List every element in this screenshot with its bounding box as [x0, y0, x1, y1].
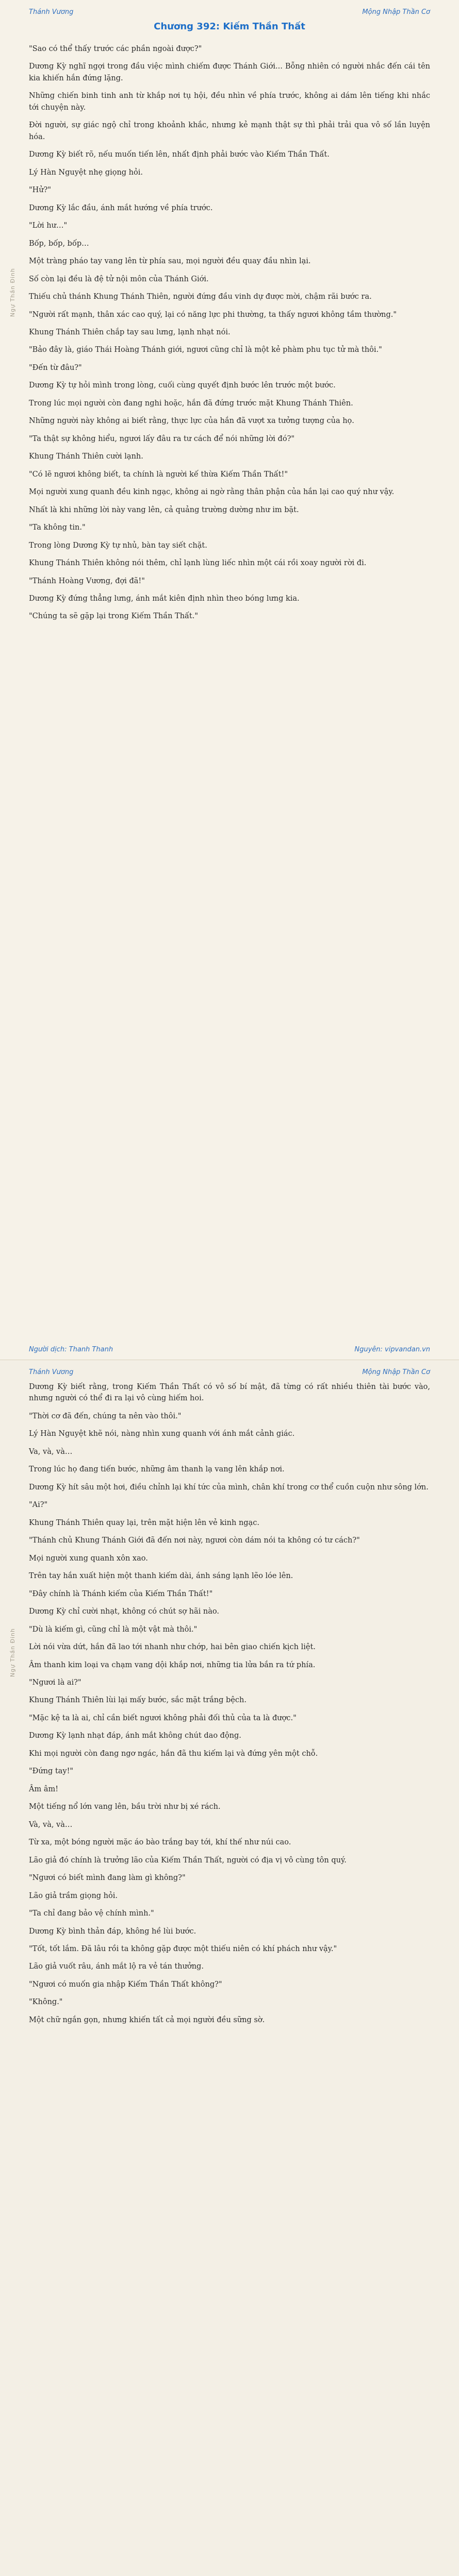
- paragraph: "Bảo đây là, giáo Thái Hoàng Thánh giới, ngươi cũng chỉ là một kẻ phàm phu tục tử mà thôi.": [29, 346, 382, 354]
- side-note: Ngự Thần Đinh: [9, 268, 16, 317]
- paragraph: "Người rất mạnh, thân xác cao quý, lại có năng lực phi thường, ta thấy ngươi không tầm thường.": [29, 310, 397, 319]
- paragraph: Khung Thánh Thiên quay lại, trên mặt hiện lên vẻ kinh ngạc.: [29, 1518, 259, 1527]
- paragraph: Thiếu chủ thánh Khung Thánh Thiên, người đứng đầu vinh dự được mời, chậm rãi bước ra.: [29, 293, 372, 301]
- paragraph: "Ngươi có muốn gia nhập Kiếm Thần Thất không?": [29, 1980, 222, 1989]
- book-title: Thánh Vương: [29, 1368, 74, 1376]
- paragraph: "Đây chính là Thánh kiếm của Kiếm Thần Thất!": [29, 1589, 213, 1598]
- paragraph: Đời người, sự giác ngộ chỉ trong khoảnh khắc, nhưng kẻ mạnh thật sự thì phải trải qua vô số lần luyện hóa.: [29, 121, 430, 141]
- paragraph: Lão giả đó chính là trưởng lão của Kiếm Thần Thất, người có địa vị vô cùng tôn quý.: [29, 1856, 347, 1865]
- paragraph: "Đứng tay!": [29, 1767, 74, 1776]
- paragraph: Trên tay hắn xuất hiện một thanh kiếm dài, ánh sáng lạnh lẽo lóe lên.: [29, 1572, 293, 1581]
- page-header: [29, 8, 430, 16]
- paragraph: Trong lòng Dương Kỳ tự nhủ, bàn tay siết chặt.: [29, 541, 207, 550]
- page-footer: [29, 1346, 430, 1353]
- paragraph: Mọi người xung quanh xôn xao.: [29, 1554, 148, 1563]
- paragraph: Số còn lại đều là đệ tử nội môn của Thánh Giới.: [29, 275, 209, 283]
- paragraph: Khung Thánh Thiên không nói thêm, chỉ lạnh lùng liếc nhìn một cái rồi xoay người rời đi.: [29, 559, 367, 568]
- paragraph: "Hử?": [29, 186, 52, 195]
- paragraph: Nhất là khi những lời này vang lên, cả quảng trường dường như im bặt.: [29, 505, 299, 514]
- paragraph: "Không.": [29, 1998, 63, 2007]
- paragraph: Từ xa, một bóng người mặc áo bào trắng bay tới, khí thế như núi cao.: [29, 1838, 291, 1847]
- paragraph: Lão giả trầm giọng hỏi.: [29, 1891, 118, 1900]
- paragraph: Dương Kỳ lạnh nhạt đáp, ánh mắt không chút dao động.: [29, 1732, 241, 1740]
- paragraph: Một tiếng nổ lớn vang lên, bầu trời như bị xé rách.: [29, 1803, 221, 1811]
- chapter-title: Chương 392: Kiếm Thần Thất: [154, 21, 305, 32]
- paragraph: "Thời cơ đã đến, chúng ta nên vào thôi.": [29, 1412, 182, 1420]
- paragraph: Lý Hàn Nguyệt nhẹ giọng hỏi.: [29, 168, 143, 177]
- paragraph: "Thánh chủ Khung Thánh Giới đã đến nơi này, ngươi còn dám nói ta không có tư cách?": [29, 1536, 360, 1545]
- page-content: [29, 1381, 430, 2026]
- translator: Người dịch: Thanh Thanh: [29, 1346, 113, 1353]
- paragraph: "Có lẽ ngươi không biết, ta chính là người kế thừa Kiếm Thần Thất!": [29, 470, 288, 479]
- paragraph: "Sao có thể thấy trước các phần ngoài được?": [29, 45, 202, 53]
- page-2: [0, 1360, 459, 2576]
- paragraph: Trong lúc họ đang tiến bước, những âm thanh lạ vang lên khắp nơi.: [29, 1465, 285, 1474]
- paragraph: Dương Kỳ biết rõ, nếu muốn tiến lên, nhất định phải bước vào Kiếm Thần Thất.: [29, 150, 330, 159]
- paragraph: "Ai?": [29, 1501, 48, 1510]
- paragraph: Bốp, bốp, bốp…: [29, 239, 89, 248]
- paragraph: "Dù là kiếm gì, cũng chỉ là một vật mà thôi.": [29, 1625, 198, 1634]
- paragraph: Những chiến binh tinh anh từ khắp nơi tụ hội, đều nhìn về phía trước, không ai dám lên tiếng khi nhắc tới chuyện này.: [29, 92, 430, 112]
- paragraph: Dương Kỳ đứng thẳng lưng, ánh mắt kiên định nhìn theo bóng lưng kia.: [29, 595, 300, 603]
- paragraph: Khung Thánh Thiên lùi lại mấy bước, sắc mặt trắng bệch.: [29, 1696, 247, 1705]
- paragraph: "Thánh Hoàng Vương, đợi đã!": [29, 577, 145, 585]
- paragraph: Âm thanh kim loại va chạm vang dội khắp nơi, những tia lửa bắn ra tứ phía.: [29, 1660, 316, 1669]
- paragraph: "Chúng ta sẽ gặp lại trong Kiếm Thần Thất.": [29, 612, 199, 621]
- side-note: Ngự Thần Đinh: [9, 1628, 16, 1677]
- paragraph: Lời nói vừa dứt, hắn đã lao tới nhanh như chớp, hai bên giao chiến kịch liệt.: [29, 1643, 316, 1652]
- paragraph: Một tràng pháo tay vang lên từ phía sau, mọi người đều quay đầu nhìn lại.: [29, 257, 311, 266]
- paragraph: "Lời hư…": [29, 222, 68, 230]
- paragraph: Dương Kỳ chỉ cười nhạt, không có chút sợ hãi nào.: [29, 1607, 219, 1616]
- paragraph: "Tốt, tốt lắm. Đã lâu rồi ta không gặp được một thiếu niên có khí phách như vậy.": [29, 1945, 337, 1953]
- paragraph: Va, và, và…: [29, 1447, 73, 1456]
- paragraph: Dương Kỳ nghĩ ngợi trong đầu việc mình chiếm được Thánh Giới... Bỗng nhiên có người nhắc đến cái tên kia khiến hắn đứng lặng.: [29, 62, 430, 82]
- page-header: [29, 1368, 430, 1376]
- paragraph: "Mặc kệ ta là ai, chỉ cần biết ngươi không phải đối thủ của ta là được.": [29, 1714, 297, 1722]
- paragraph: "Ta không tin.": [29, 523, 86, 532]
- paragraph: Những người này không ai biết rằng, thực lực của hắn đã vượt xa tưởng tượng của họ.: [29, 417, 354, 426]
- paragraph: Trong lúc mọi người còn đang nghi hoặc, hắn đã đứng trước mặt Khung Thánh Thiên.: [29, 399, 353, 408]
- paragraph: "Ngươi có biết mình đang làm gì không?": [29, 1874, 186, 1883]
- paragraph: Dương Kỳ biết rằng, trong Kiếm Thần Thất có vô số bí mật, đã từng có rất nhiều thiên tài bước vào, nhưng người có thể đi ra lại vô cùng hiếm hoi.: [29, 1383, 430, 1403]
- paragraph: Khi mọi người còn đang ngơ ngác, hắn đã thu kiếm lại và đứng yên một chỗ.: [29, 1749, 318, 1758]
- paragraph: Dương Kỳ lắc đầu, ánh mắt hướng về phía trước.: [29, 204, 213, 212]
- paragraph: Một chữ ngắn gọn, nhưng khiến tất cả mọi người đều sững sờ.: [29, 2015, 265, 2024]
- paragraph: Lão giả vuốt râu, ánh mắt lộ ra vẻ tán thưởng.: [29, 1962, 204, 1971]
- paragraph: Lý Hàn Nguyệt khẽ nói, nàng nhìn xung quanh với ánh mắt cảnh giác.: [29, 1430, 295, 1438]
- paragraph: Khung Thánh Thiên cười lạnh.: [29, 452, 143, 461]
- paragraph: "Đến từ đâu?": [29, 363, 82, 372]
- paragraph: Mọi người xung quanh đều kinh ngạc, không ai ngờ rằng thân phận của hắn lại cao quý như vậy.: [29, 488, 395, 497]
- paragraph: Và, và, và…: [29, 1820, 73, 1829]
- author-name: Mộng Nhập Thần Cơ: [362, 1368, 430, 1376]
- paragraph: "Ngươi là ai?": [29, 1678, 81, 1687]
- paragraph: "Ta chỉ đang bảo vệ chính mình.": [29, 1909, 154, 1918]
- paragraph: Âm âm!: [29, 1785, 59, 1793]
- paragraph: "Ta thật sự không hiểu, ngươi lấy đâu ra tư cách để nói những lời đó?": [29, 434, 295, 443]
- paragraph: Dương Kỳ hít sâu một hơi, điều chỉnh lại khí tức của mình, chân khí trong cơ thể cuồn cuộn như sông lớn.: [29, 1483, 429, 1492]
- paragraph: Dương Kỳ bình thản đáp, không hề lùi bước.: [29, 1927, 196, 1936]
- paragraph: Dương Kỳ tự hỏi mình trong lòng, cuối cùng quyết định bước lên trước một bước.: [29, 381, 336, 390]
- source-site: Nguyên: vipvandan.vn: [354, 1346, 430, 1353]
- book-title: Thánh Vương: [29, 8, 74, 16]
- paragraph: Khung Thánh Thiên chắp tay sau lưng, lạnh nhạt nói.: [29, 328, 231, 336]
- page-content: [29, 43, 430, 622]
- author-name: Mộng Nhập Thần Cơ: [362, 8, 430, 16]
